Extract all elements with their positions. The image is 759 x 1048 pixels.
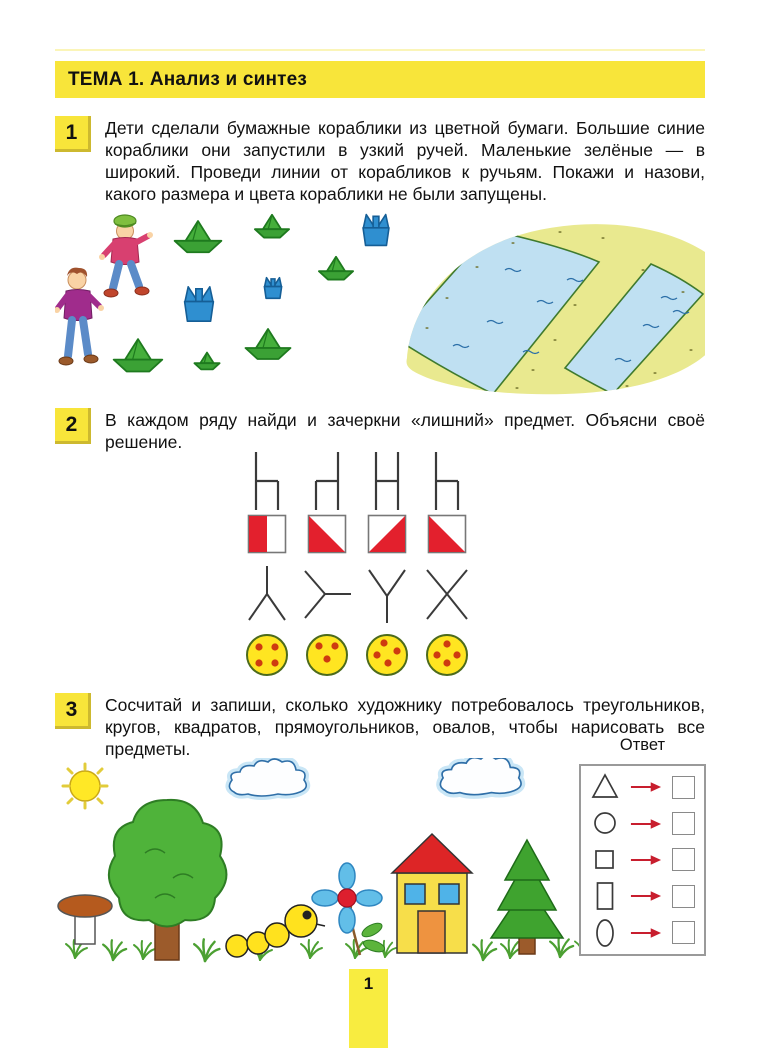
task1-illustration — [55, 210, 705, 395]
task1-text: Дети сделали бумажные кораблики из цветной бумаги. Большие синие кораблики они запустили в узкий ручей. Маленькие зелёные — в широкий. Проведи линии от корабликов к ручьям. Покажи и назови, какого размера и цвета кораблики не были запущены. — [105, 118, 705, 204]
paper-boat-green-large[interactable] — [114, 339, 163, 371]
task2-item-h[interactable] — [417, 450, 477, 512]
task2-symbol-rows — [237, 450, 477, 677]
theme-header-bar — [55, 61, 705, 98]
task2-row-squares — [237, 514, 477, 554]
answer-input-box-rectangle[interactable] — [672, 885, 695, 908]
tree — [109, 800, 227, 960]
arrow-icon — [630, 889, 662, 903]
task2-item-rays-x[interactable] — [417, 563, 477, 625]
paper-boat-green-medium[interactable] — [255, 215, 289, 238]
triangle-icon — [590, 770, 620, 804]
square-icon — [590, 843, 620, 877]
task2-item-rays-nw-ne-s[interactable] — [357, 563, 417, 625]
task3-number: 3 — [65, 697, 78, 721]
paper-boat-blue-medium[interactable] — [363, 215, 389, 246]
task1-number-box — [55, 116, 91, 152]
task2-row-stars — [237, 563, 477, 625]
paper-boat-green-medium[interactable] — [319, 257, 353, 280]
task2-number-box — [55, 408, 91, 444]
task2-item-half-left[interactable] — [237, 514, 297, 554]
cloud-left — [229, 759, 306, 796]
mushroom — [58, 895, 112, 944]
paper-boat-blue-small[interactable] — [264, 278, 281, 299]
paper-boat-green-large[interactable] — [175, 221, 222, 252]
paper-boat-blue-medium[interactable] — [185, 287, 214, 321]
child-with-cap — [99, 215, 153, 297]
task2-item-tri-bottom-right[interactable] — [357, 514, 417, 554]
caterpillar — [226, 905, 325, 957]
task2-item-h-mirror[interactable] — [297, 450, 357, 512]
rectangle-icon — [590, 879, 620, 913]
task2-item-circles[interactable] — [237, 633, 297, 677]
task2-row-letters — [237, 450, 477, 512]
arrow-icon — [630, 853, 662, 867]
flower — [312, 863, 386, 955]
answer-input-box-triangle[interactable] — [672, 776, 695, 799]
answer-panel — [579, 764, 706, 956]
boats-layer — [114, 215, 389, 372]
task1-number: 1 — [65, 120, 78, 144]
paper-boat-green-large[interactable] — [246, 329, 291, 359]
task2-item-h[interactable] — [237, 450, 297, 512]
task3-number-box — [55, 693, 91, 729]
answer-input-box-square[interactable] — [672, 848, 695, 871]
task2-item-circles[interactable] — [417, 633, 477, 677]
task2-item-circles[interactable] — [357, 633, 417, 677]
sun — [63, 764, 107, 808]
task2-item-tri-bottom-left[interactable] — [297, 514, 357, 554]
child-with-brown-hair — [55, 268, 104, 365]
task2-item-circles[interactable] — [297, 633, 357, 677]
answer-row-oval — [590, 916, 695, 950]
fir-tree — [491, 840, 563, 954]
task2-item-rays-nw-e-sw[interactable] — [297, 563, 357, 625]
house — [392, 834, 472, 953]
task2-item-H[interactable] — [357, 450, 417, 512]
arrow-icon — [630, 817, 662, 831]
answer-label: Ответ — [619, 736, 666, 754]
task2-number: 2 — [65, 412, 78, 436]
answer-input-box-oval[interactable] — [672, 921, 695, 944]
arrow-icon — [630, 926, 662, 940]
theme-title: ТЕМА 1. Анализ и синтез — [68, 68, 308, 90]
top-divider — [55, 49, 705, 51]
page-number: 1 — [363, 974, 374, 993]
task2-item-tri-bottom-left[interactable] — [417, 514, 477, 554]
task3-text: Сосчитай и запиши, сколько художнику потребовалось треугольников, кругов, квадратов, прямоугольников, овалов, чтобы нарисовать все предметы. — [105, 695, 705, 759]
task2-item-rays-n-sw-se[interactable] — [237, 563, 297, 625]
paper-boat-green-small[interactable] — [194, 353, 219, 370]
streams — [395, 224, 705, 394]
page-number-tab — [349, 969, 388, 1048]
answer-row-square — [590, 843, 695, 877]
task2-text: В каждом ряду найди и зачеркни «лишний» предмет. Объясни своё решение. — [105, 410, 705, 452]
cloud-right — [440, 758, 521, 795]
answer-row-rectangle — [590, 879, 695, 913]
answer-input-box-circle[interactable] — [672, 812, 695, 835]
oval-icon — [590, 916, 620, 950]
answer-row-circle — [590, 807, 695, 841]
answer-row-triangle — [590, 770, 695, 804]
task2-row-circles — [237, 633, 477, 677]
arrow-icon — [630, 780, 662, 794]
circle-icon — [590, 807, 620, 841]
